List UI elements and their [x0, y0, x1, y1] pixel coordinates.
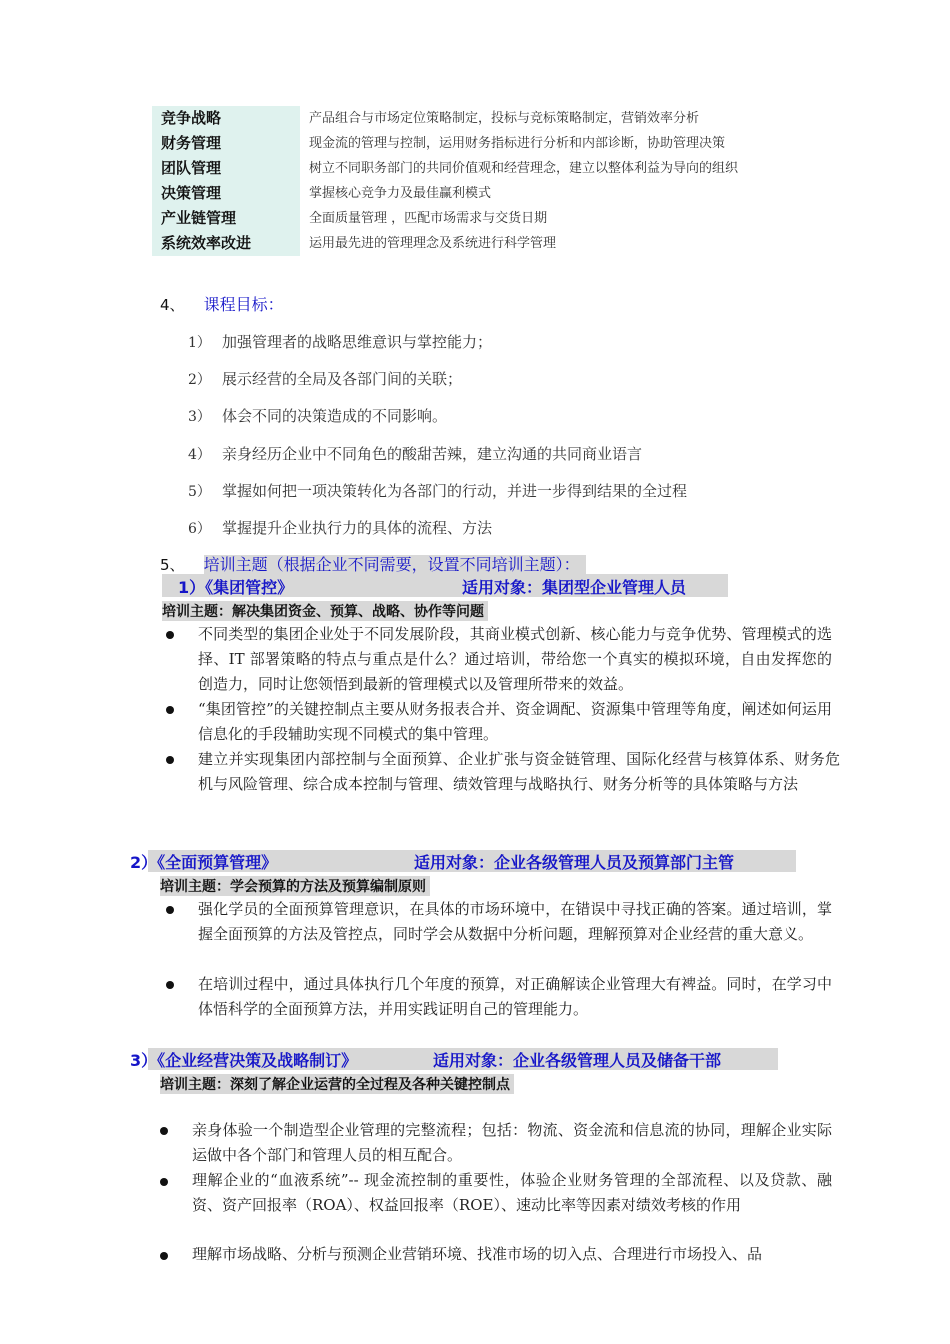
bullet-icon: [166, 631, 174, 639]
bullet-text: “集团管控”的关键控制点主要从财务报表合并、资金调配、资源集中管理等角度，阐述如何运用信息化的手段辅助实现不同模式的集中管理。: [198, 700, 832, 743]
table-row: [152, 156, 792, 181]
section-number: 5、: [160, 556, 185, 574]
course-title: 1）《集团管控》: [178, 578, 294, 597]
goals-heading: [160, 292, 284, 315]
list-item: [188, 443, 642, 464]
table-row: [152, 131, 792, 156]
item-number: 3）: [188, 409, 211, 425]
bullet-text: 亲身体验一个制造型企业管理的完整流程；包括：物流、资金流和信息流的协同，理解企业实际运做中各个部门和管理人员的相互配合。: [192, 1121, 832, 1164]
bullet-text: 理解企业的“血液系统”-- 现金流控制的重要性，体验企业财务管理的全部流程、以及贷款、融资、资产回报率（ROA）、权益回报率（ROE）、速动比率等因素对绩效考核的作用: [192, 1171, 832, 1214]
list-item: [188, 480, 687, 501]
table-row: [152, 181, 792, 206]
table-row: [152, 206, 792, 231]
item-text: 展示经营的全局及各部门间的关联；: [222, 370, 463, 388]
course-title: 2）《全面预算管理》: [130, 853, 278, 872]
bullet-icon: [160, 1252, 168, 1260]
table-value: 树立不同职务部门的共同价值观和经营理念，建立以整体利益为导向的组织: [309, 161, 739, 176]
course-theme: 培训主题：深刻了解企业运营的全过程及各种关键控制点: [160, 1074, 514, 1094]
bullet-text: 理解市场战略、分析与预测企业营销环境、找准市场的切入点、合理进行市场投入、品: [192, 1245, 763, 1263]
table-key: 财务管理: [152, 131, 300, 156]
bullet-icon: [166, 706, 174, 714]
section-number: 4、: [160, 296, 185, 314]
item-text: 掌握如何把一项决策转化为各部门的行动，并进一步得到结果的全过程: [222, 482, 688, 500]
section-title: 课程目标：: [203, 295, 284, 314]
list-item: [188, 517, 492, 538]
table-key: 团队管理: [152, 156, 300, 181]
table-value: 掌握核心竞争力及最佳赢利模式: [309, 186, 492, 201]
bullet-icon: [160, 1178, 168, 1186]
course-title: 3）《企业经营决策及战略制订》: [130, 1051, 358, 1070]
item-text: 亲身经历企业中不同角色的酸甜苦辣，建立沟通的共同商业语言: [222, 445, 643, 463]
item-number: 4）: [188, 447, 211, 463]
course-theme: 培训主题：学会预算的方法及预算编制原则: [160, 876, 430, 896]
bullet-icon: [160, 1127, 168, 1135]
table-key: 产业链管理: [152, 206, 300, 231]
list-item: [188, 331, 492, 352]
item-number: 1）: [188, 335, 211, 351]
course-theme: 培训主题：解决集团资金、预算、战略、协作等问题: [162, 601, 488, 621]
bullet-icon: [166, 756, 174, 764]
table-value: 全面质量管理 ，匹配市场需求与交货日期: [309, 211, 548, 226]
bullet-text: 在培训过程中，通过具体执行几个年度的预算，对正确解读企业管理大有裨益。同时，在学习中体悟科学的全面预算方法，并用实践证明自己的管理能力。: [198, 975, 832, 1018]
course-audience: 适用对象：集团型企业管理人员: [462, 578, 687, 597]
table-value: 产品组合与市场定位策略制定，投标与竞标策略制定，营销效率分析: [309, 111, 700, 126]
table-value: 现金流的管理与控制，运用财务指标进行分析和内部诊断，协助管理决策: [309, 136, 726, 151]
course-audience: 适用对象：企业各级管理人员及预算部门主管: [414, 853, 735, 872]
bullet-text: 不同类型的集团企业处于不同发展阶段，其商业模式创新、核心能力与竞争优势、管理模式的选择、IT 部署策略的特点与重点是什么？通过培训，带给您一个真实的模拟环境，自由发挥您的创造力，同时让您领悟到最新的管理模式以及管理所带来的效益。: [198, 625, 832, 693]
table-row: [152, 106, 792, 131]
bullet-text: 建立并实现集团内部控制与全面预算、企业扩张与资金链管理、国际化经营与核算体系、财务危机与风险管理、综合成本控制与管理、绩效管理与战略执行、财务分析等的具体策略与方法: [198, 750, 840, 793]
table-key: 竞争战略: [152, 106, 300, 131]
table-key: 决策管理: [152, 181, 300, 206]
item-number: 6）: [188, 521, 211, 537]
item-text: 加强管理者的战略思维意识与掌控能力；: [222, 333, 493, 351]
item-number: 2）: [188, 372, 211, 388]
table-row: [152, 231, 792, 256]
item-number: 5）: [188, 484, 211, 500]
topics-heading: [160, 552, 586, 575]
section-title: 培训主题（根据企业不同需要，设置不同培训主题）：: [204, 555, 586, 574]
bullet-text: 强化学员的全面预算管理意识，在具体的市场环境中，在错误中寻找正确的答案。通过培训，掌握全面预算的方法及管控点，同时学会从数据中分析问题，理解预算对企业经营的重大意义。: [198, 900, 832, 943]
course-audience: 适用对象：企业各级管理人员及储备干部: [433, 1051, 722, 1070]
list-item: [188, 368, 462, 389]
bullet-icon: [166, 981, 174, 989]
table-value: 运用最先进的管理理念及系统进行科学管理: [309, 236, 557, 251]
list-item: [188, 405, 447, 426]
bullet-icon: [166, 906, 174, 914]
item-text: 掌握提升企业执行力的具体的流程、方法: [222, 519, 493, 537]
item-text: 体会不同的决策造成的不同影响。: [222, 407, 448, 425]
table-key: 系统效率改进: [152, 231, 300, 256]
